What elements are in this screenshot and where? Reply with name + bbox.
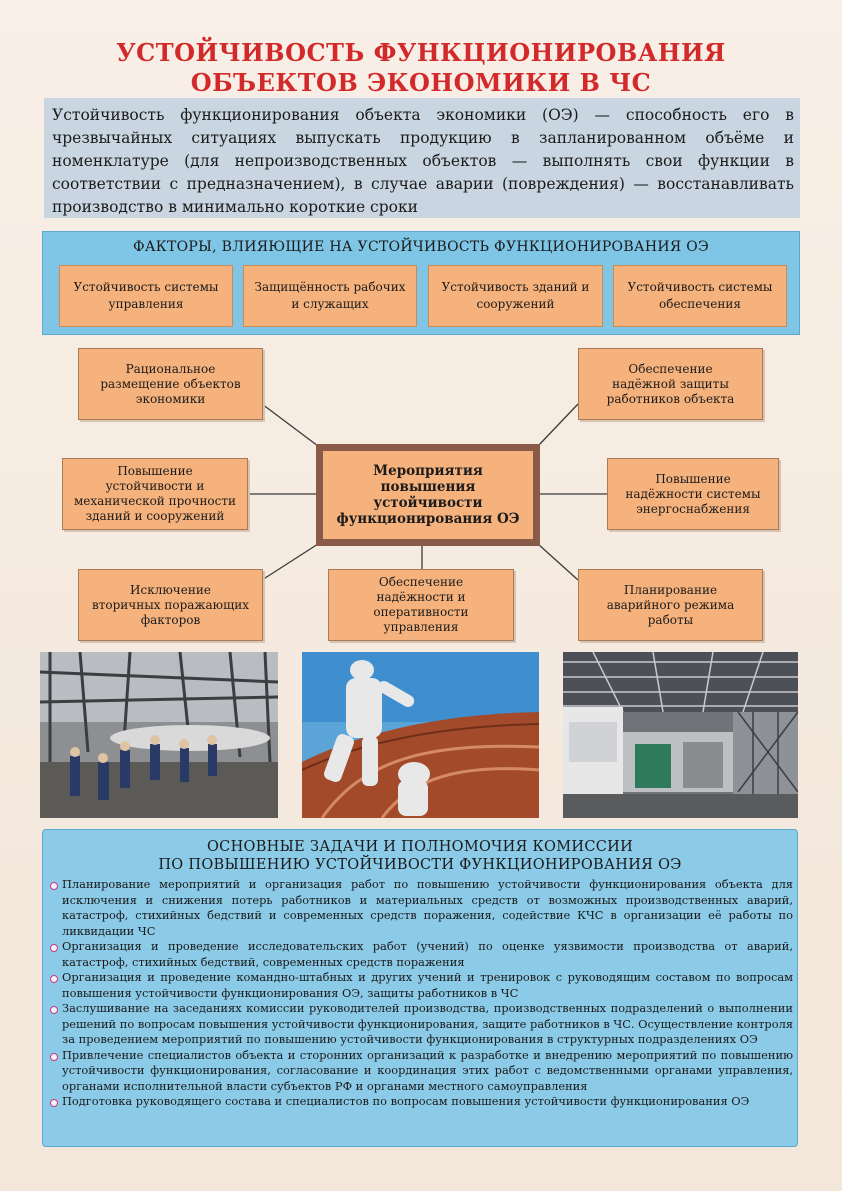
factor-box: Устойчивость системы управления bbox=[59, 265, 233, 327]
central-measures-label: Мероприятия повышения устойчивости функционирования ОЭ bbox=[323, 451, 533, 539]
task-item: Организация и проведение командно-штабных и других учений и тренировок с руководящим составом по вопросам повышения устойчивости функционирования ОЭ, защиты работников в ЧС bbox=[49, 970, 793, 1001]
factors-title: ФАКТОРЫ, ВЛИЯЮЩИЕ НА УСТОЙЧИВОСТЬ ФУНКЦИОНИРОВАНИЯ ОЭ bbox=[132, 239, 709, 255]
task-item: Организация и проведение исследовательских работ (учений) по оценке уязвимости производства от аварий, катастроф, стихийных бедствий, современных средств поражения bbox=[49, 939, 793, 970]
measure-box-placement: Рациональное размещение объектов экономики bbox=[78, 348, 263, 420]
measure-box-worker-protection: Обеспечение надёжной защиты работников объекта bbox=[578, 348, 763, 420]
task-item: Планирование мероприятий и организация работ по повышению устойчивости функционирования объекта для исключения и снижения потерь работников и материальных средств от возможных производственных аварий, катастроф, стихийных бедствий и современных средств поражения, содействие КЧС в организации её работы по ликвидации ЧС bbox=[49, 877, 793, 939]
central-measures-box bbox=[316, 444, 540, 546]
factor-box: Защищённость рабочих и служащих bbox=[243, 265, 417, 327]
measure-box-secondary-factors: Исключение вторичных поражающих факторов bbox=[78, 569, 263, 641]
poster-title-line1: УСТОЙЧИВОСТЬ ФУНКЦИОНИРОВАНИЯ bbox=[116, 38, 726, 67]
factor-box: Устойчивость зданий и сооружений bbox=[428, 265, 603, 327]
factor-box: Устойчивость системы обеспечения bbox=[613, 265, 787, 327]
photo-rescue-workers bbox=[40, 652, 278, 818]
poster-title-line2: ОБЪЕКТОВ ЭКОНОМИКИ В ЧС bbox=[190, 68, 652, 97]
commission-tasks-panel bbox=[42, 829, 798, 1147]
measure-box-emergency-mode: Планирование аварийного режима работы bbox=[578, 569, 763, 641]
tasks-list bbox=[49, 877, 793, 1110]
measure-box-management: Обеспечение надёжности и оперативности управления bbox=[328, 569, 514, 641]
photo-tank-repair bbox=[302, 652, 539, 818]
measure-box-power-supply: Повышение надёжности системы энергоснабжения bbox=[607, 458, 779, 530]
task-item: Привлечение специалистов объекта и сторонних организаций к разработке и внедрению мероприятий по повышению устойчивости функционирования, согласование и координация этих работ с ведомственными органами управления, органами исполнительной власти субъектов РФ и органами местного самоуправления bbox=[49, 1048, 793, 1095]
tasks-title: ОСНОВНЫЕ ЗАДАЧИ И ПОЛНОМОЧИЯ КОМИССИИ ПО ПОВЫШЕНИЮ УСТОЙЧИВОСТИ ФУНКЦИОНИРОВАНИЯ ОЭ bbox=[158, 839, 682, 873]
definition-text: Устойчивость функционирования объекта экономики (ОЭ) — способность его в чрезвычайных ситуациях выпускать продукцию в запланированном объёме и номенклатуре (для непроизводственных объектов — выполнять свои функции в соответствии с предназначением), в случае аварии (повреждения) — восстанавливать производство в минимально короткие сроки bbox=[44, 98, 800, 218]
connector-line bbox=[538, 544, 578, 580]
photo-industrial-hall bbox=[563, 652, 798, 818]
connector-line bbox=[538, 404, 578, 446]
task-item: Подготовка руководящего состава и специалистов по вопросам повышения устойчивости функционирования ОЭ bbox=[49, 1094, 793, 1110]
connector-line bbox=[262, 544, 318, 580]
task-item: Заслушивание на заседаниях комиссии руководителей производства, производственных подразделений о выполнении решений по вопросам повышения устойчивости функционирования, защите работников в ЧС. Осуществление контроля за проведением мероприятий по повышению устойчивости функционирования в структурных подразделениях ОЭ bbox=[49, 1001, 793, 1048]
measure-box-building-strength: Повышение устойчивости и механической прочности зданий и сооружений bbox=[62, 458, 248, 530]
connector-line bbox=[262, 404, 318, 446]
